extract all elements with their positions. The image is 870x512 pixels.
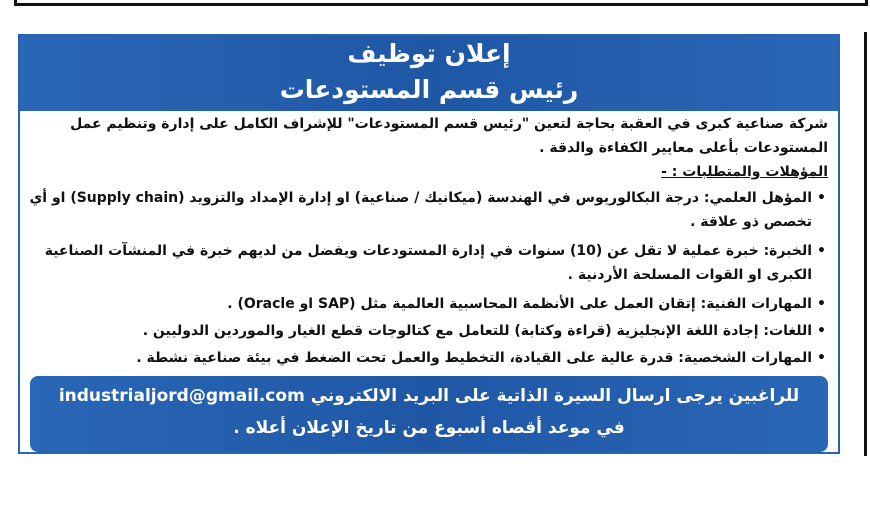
- ad-title: إعلان توظيف: [347, 39, 511, 68]
- top-frame-border: [14, 0, 868, 6]
- requirement-item: [28, 292, 828, 316]
- requirement-item: [28, 346, 828, 370]
- ad-header: [20, 36, 838, 111]
- column-divider: [864, 32, 867, 456]
- ad-intro: شركة صناعية كبرى في العقبة بحاجة لتعين "رئيس قسم المستودعات" للإشراف الكامل على إدارة وتنظيم عمل المستودعات بأعلى معايير الكفاءة والدقة .: [70, 116, 828, 156]
- requirement-text: اللغات: إجادة اللغة الإنجليزية (قراءة وكتابة) للتعامل مع كتالوجات قطع الغيار والموردين الدوليين .: [142, 323, 812, 339]
- ad-subtitle: رئيس قسم المستودعات: [279, 75, 579, 104]
- requirement-item: [28, 239, 828, 287]
- requirements-heading: المؤهلات والمتطلبات : -: [661, 164, 828, 180]
- bullet-icon: •: [817, 190, 826, 206]
- requirement-text: المهارات الشخصية: قدرة عالية على القيادة، التخطيط والعمل تحت الضغط في بيئة صناعية نشطة .: [136, 350, 812, 366]
- requirement-text: المؤهل العلمي: درجة البكالوريوس في الهندسة (ميكانيك / صناعية) او إدارة الإمداد والتزويد (Supply chain) او أي تخصص ذو علاقة .: [29, 190, 812, 230]
- apply-instructions: للراغبين يرجى ارسال السيرة الذاتية على البريد الالكتروني industrialjord@gmail.com: [58, 386, 800, 406]
- bullet-icon: •: [817, 243, 826, 259]
- bullet-icon: •: [817, 296, 826, 312]
- ad-body: [28, 112, 828, 373]
- requirement-text: المهارات الفنية: إتقان العمل على الأنظمة المحاسبية العالمية مثل (SAP او Oracle) .: [227, 296, 812, 312]
- ad-footer: [30, 376, 828, 452]
- bullet-icon: •: [817, 323, 826, 339]
- requirement-item: [28, 319, 828, 343]
- bullet-icon: •: [817, 350, 826, 366]
- requirement-item: [28, 186, 828, 234]
- requirement-text: الخبرة: خبرة عملية لا تقل عن (10) سنوات في إدارة المستودعات ويفضل من لديهم خبرة في المنشآت الصناعية الكبرى او القوات المسلحة الأردنية .: [44, 243, 812, 283]
- requirements-list: [28, 186, 828, 370]
- apply-deadline: في موعد أقصاه أسبوع من تاريخ الإعلان أعلاه .: [233, 418, 625, 438]
- job-advertisement: [18, 34, 840, 454]
